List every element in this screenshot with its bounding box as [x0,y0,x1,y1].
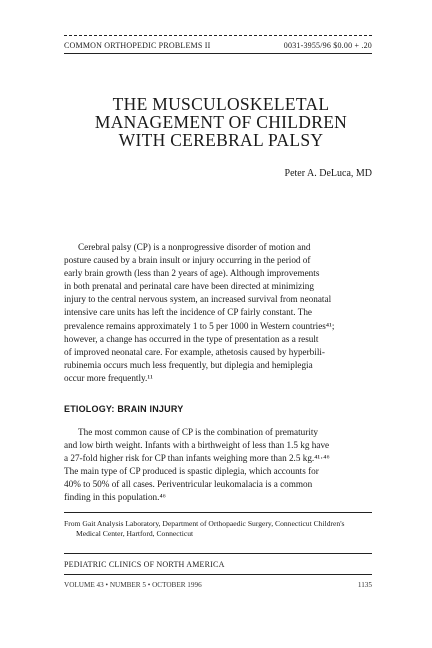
text-line: occur more frequently.¹¹ [64,372,153,383]
text-line: posture caused by a brain insult or injury occurring in the period of [64,255,311,266]
running-head [64,41,372,50]
footnote-rule [64,512,372,513]
journal-name: PEDIATRIC CLINICS OF NORTH AMERICA [64,560,225,569]
author-name: Peter A. DeLuca, MD [284,168,372,179]
volume-line [64,581,372,589]
text-line: rubinemia occurs much less frequently, but diplegia and hemiplegia [64,359,313,370]
affiliation-footnote [64,519,376,539]
article-title [64,95,378,149]
text-line: and low birth weight. Infants with a birthweight of less than 1.5 kg have [64,440,330,451]
text-line: early brain growth (less than 2 years of age). Although improvements [64,268,320,279]
etiology-paragraph [64,426,372,505]
text-line: Cerebral palsy (CP) is a nonprogressive disorder of motion and [78,242,311,252]
text-line: however, a change has occurred in the type of presentation as a result [64,333,319,344]
header-rule-top [64,35,372,36]
footnote-line: Medical Center, Hartford, Connecticut [76,529,194,538]
text-line: injury to the central nervous system, an increased survival from neonatal [64,294,332,305]
text-line: of improved neonatal care. For example, athetosis caused by hyperbili- [64,346,325,357]
series-title: COMMON ORTHOPEDIC PROBLEMS II [64,41,211,50]
volume-info: VOLUME 43 • NUMBER 5 • OCTOBER 1996 [64,581,202,589]
text-line: 40% to 50% of all cases. Periventricular leukomalacia is a common [64,479,313,490]
text-line: a 27-fold higher risk for CP than infants weighing more than 2.5 kg.⁴¹·⁴⁶ [64,453,330,464]
journal-rule-bottom [64,574,372,575]
article-code: 0031-3955/96 $0.00 + .20 [283,41,372,50]
title-line: WITH CEREBRAL PALSY [118,130,324,150]
journal-rule-top [64,553,372,554]
page-number: 1135 [357,581,372,589]
title-line: MANAGEMENT OF CHILDREN [94,112,348,132]
title-line: THE MUSCULOSKELETAL [112,94,330,114]
text-line: The main type of CP produced is spastic diplegia, which accounts for [64,466,319,477]
header-rule-bottom [64,53,372,54]
text-line: prevalence remains approximately 1 to 5 per 1000 in Western countries⁴¹; [64,320,335,331]
intro-paragraph [64,241,372,385]
text-line: finding in this population.⁴⁶ [64,492,166,503]
section-heading: ETIOLOGY: BRAIN INJURY [64,404,184,414]
text-line: intensive care units has left the incidence of CP fairly constant. The [64,307,312,318]
footnote-line: From Gait Analysis Laboratory, Department of Orthopaedic Surgery, Connecticut Children's [64,519,345,528]
text-line: in both prenatal and perinatal care have been directed at minimizing [64,281,314,292]
text-line: The most common cause of CP is the combination of prematurity [78,427,319,437]
